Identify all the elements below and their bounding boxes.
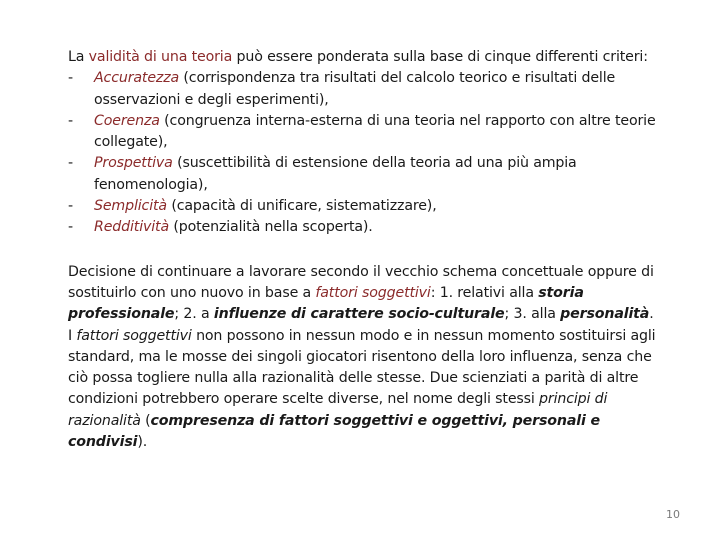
p2-bold-italic: compresenza di fattori soggettivi e oggettivi, personali e condivisi	[68, 412, 600, 451]
criteria-list	[68, 68, 658, 238]
page-number: 10	[666, 508, 680, 521]
p2-text: . I	[68, 306, 654, 344]
list-dash: -	[68, 112, 73, 129]
intro-suffix: può essere ponderata sulla base di cinque differenti criteri:	[232, 49, 648, 65]
p2-text: Decisione di continuare a lavorare secondo il vecchio schema concettuale oppure di sostituirlo con uno nuovo in base a	[68, 263, 654, 301]
p2-bold-italic: personalità	[560, 306, 650, 323]
intro-highlight: validità di una teoria	[88, 49, 233, 65]
slide-body	[68, 47, 658, 453]
criterion-term: Prospettiva	[94, 155, 173, 172]
list-dash: -	[68, 155, 73, 172]
p2-italic: fattori soggettivi	[76, 327, 192, 344]
list-item	[68, 153, 658, 196]
p2-bold-italic: storia professionale	[68, 284, 584, 323]
p2-text: (	[140, 412, 151, 429]
criterion-desc: (potenzialità nella scoperta).	[169, 219, 373, 236]
p2-bold-italic: influenze di carattere socio-culturale	[213, 306, 505, 323]
p2-red-italic: fattori soggettivi	[315, 284, 431, 301]
criterion-term: Semplicità	[94, 198, 167, 215]
criterion-desc: (capacità di unificare, sistematizzare),	[166, 198, 437, 215]
list-item	[68, 68, 658, 111]
criterion-term: Redditività	[94, 219, 169, 236]
p2-text: ; 2. a	[174, 306, 214, 323]
p2-text: ).	[137, 434, 148, 451]
list-dash: -	[68, 198, 73, 215]
list-item	[68, 196, 658, 217]
criterion-desc: (suscettibilità di estensione della teoria ad una più ampia fenomenologia),	[94, 155, 577, 193]
criterion-term: Coerenza	[94, 112, 160, 129]
decision-paragraph	[68, 262, 658, 454]
p2-italic: principi di razionalità	[68, 391, 608, 429]
p2-text: non possono in nessun modo e in nessun momento sostituirsi agli standard, ma le mosse dei singoli giocatori risentono della loro influenza, senza che ciò possa togliere nulla alla razionalità delle stesse. Due scienziati a parità di altre condizioni potrebbero operare scelte diverse, nel nome degli stessi	[68, 327, 656, 408]
criterion-term: Accuratezza	[94, 70, 180, 87]
p2-text: : 1. relativi alla	[430, 284, 539, 301]
list-dash: -	[68, 219, 73, 236]
p2-text: ; 3. alla	[504, 306, 561, 323]
criterion-desc: (corrispondenza tra risultati del calcolo teorico e risultati delle osservazioni e degli esperimenti),	[94, 70, 616, 108]
list-item	[68, 111, 658, 154]
intro-paragraph	[68, 47, 658, 68]
intro-prefix: La	[68, 49, 89, 65]
list-item	[68, 217, 658, 238]
list-dash: -	[68, 70, 73, 87]
criterion-desc: (congruenza interna-esterna di una teoria nel rapporto con altre teorie collegate),	[94, 112, 656, 151]
